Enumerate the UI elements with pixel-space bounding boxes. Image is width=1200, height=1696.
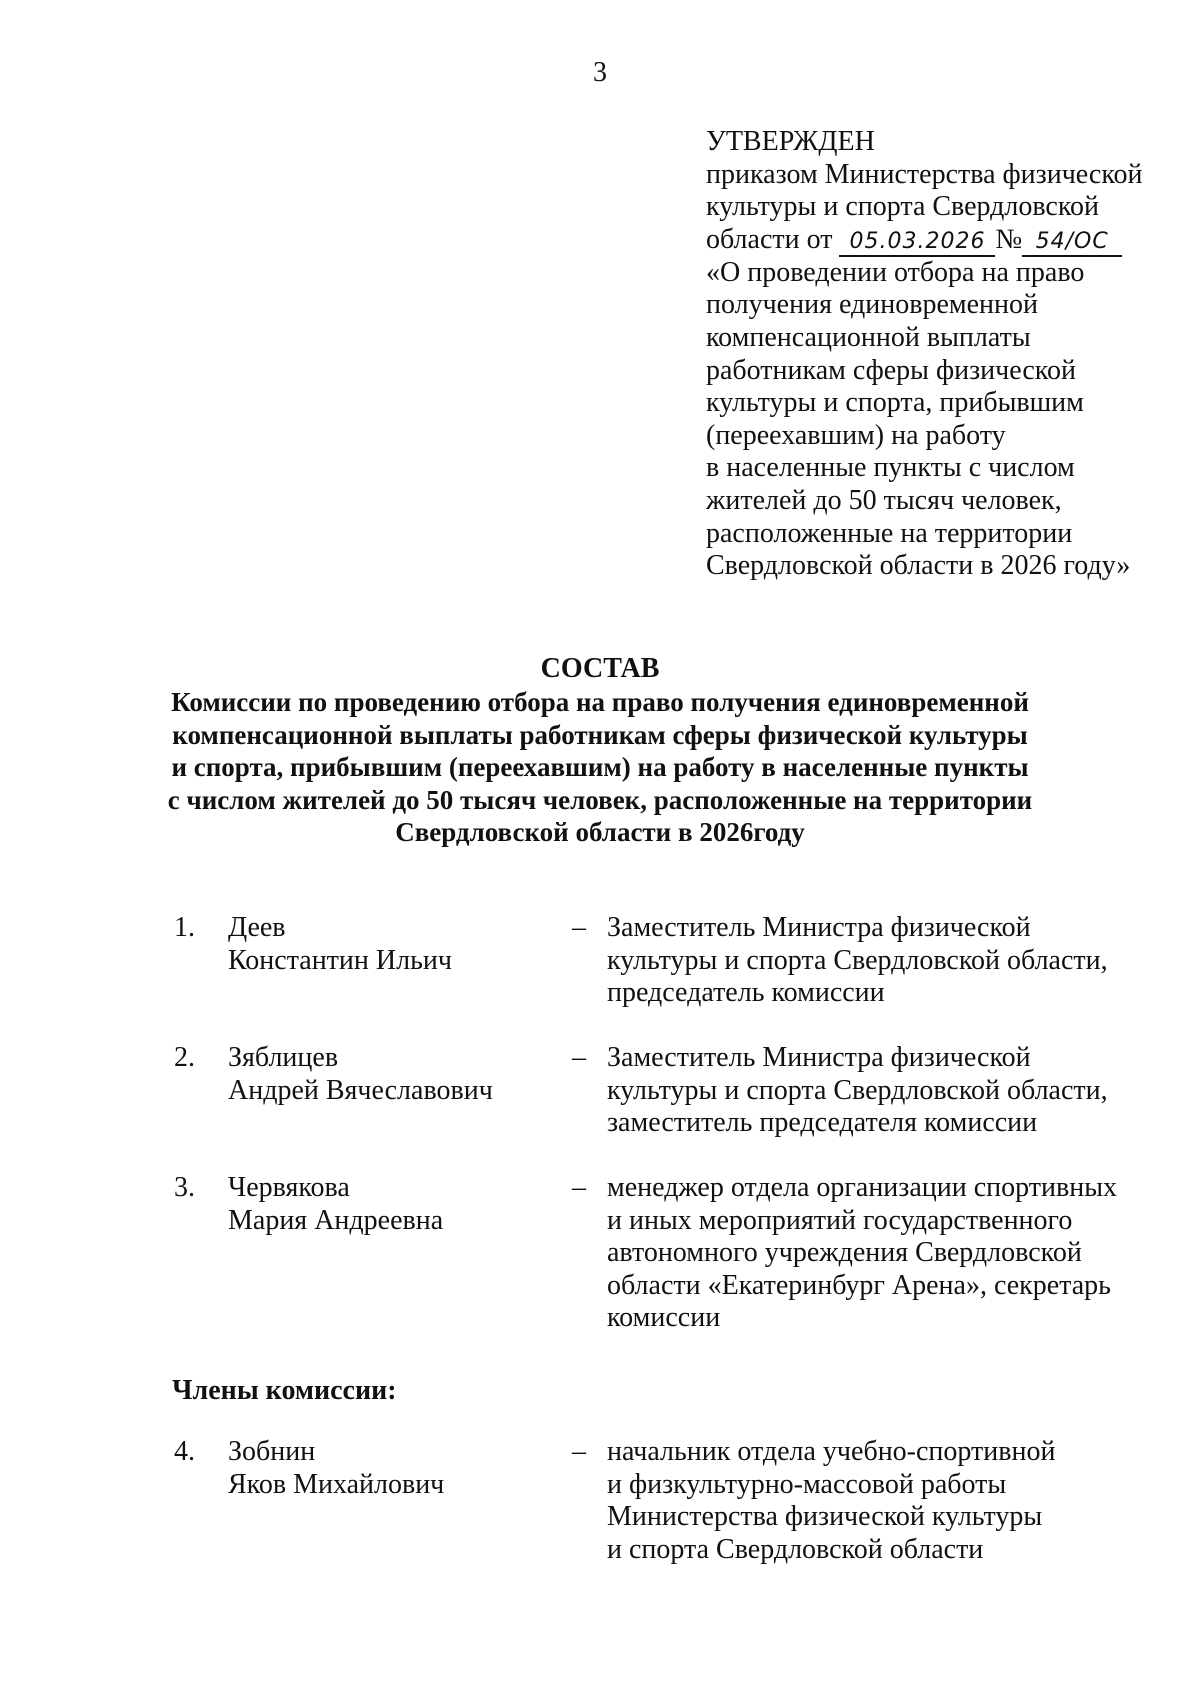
member-surname: Червякова	[228, 1172, 350, 1203]
page-number: 3	[593, 57, 607, 88]
document-subtitle	[160, 686, 1040, 849]
member-given-names: Константин Ильич	[228, 944, 452, 976]
order-number-label: №	[995, 223, 1023, 255]
handwritten-order-number: 54/ОС	[1022, 229, 1122, 257]
subtitle-line: и спорта, прибывшим (переехавшим) на работу в населенные пункты	[171, 752, 1029, 782]
approval-line-2: культуры и спорта Свердловской	[706, 191, 1100, 223]
member-role	[607, 912, 1167, 1010]
document-title: СОСТАВ	[540, 653, 660, 684]
members-heading: Члены комиссии:	[172, 1375, 397, 1406]
role-line: председатель комиссии	[607, 977, 885, 1008]
member-role	[607, 1436, 1167, 1566]
member-dash: –	[572, 1436, 586, 1467]
member-name	[228, 1436, 558, 1501]
member-surname: Зобнин	[228, 1436, 316, 1467]
order-title-line: компенсационной выплаты	[706, 321, 1031, 353]
member-number: 2.	[174, 1042, 195, 1073]
role-line: и спорта Свердловской области	[607, 1533, 984, 1565]
member-given-names: Яков Михайлович	[228, 1468, 445, 1500]
order-title-line: расположенные на территории	[706, 517, 1073, 549]
member-name	[228, 912, 558, 977]
role-line: комиссии	[607, 1302, 721, 1333]
subtitle-line: компенсационной выплаты работникам сферы физической культуры	[172, 719, 1028, 750]
approval-block	[706, 126, 1176, 583]
role-line: культуры и спорта Свердловской области,	[607, 1074, 1108, 1106]
role-line: менеджер отдела организации спортивных	[607, 1172, 1118, 1203]
order-title-line: культуры и спорта, прибывшим	[706, 387, 1084, 419]
role-line: Министерства физической культуры	[607, 1501, 1043, 1532]
order-title-line: жителей до 50 тысяч человек,	[706, 484, 1062, 516]
member-given-names: Мария Андреевна	[228, 1204, 444, 1236]
subtitle-line: Комиссии по проведению отбора на право получения единовременной	[171, 687, 1029, 717]
order-title-line: Свердловской области в 2026 году»	[706, 550, 1131, 582]
role-line: области «Екатеринбург Арена», секретарь	[607, 1269, 1111, 1301]
member-number: 4.	[174, 1436, 195, 1467]
approval-line-1: приказом Министерства физической	[706, 158, 1143, 190]
member-surname: Деев	[228, 912, 286, 943]
order-title-line: получения единовременной	[706, 289, 1038, 321]
handwritten-date: 05.03.2026	[839, 229, 995, 257]
role-line: автономного учреждения Свердловской	[607, 1237, 1082, 1268]
member-role	[607, 1172, 1167, 1335]
role-line: Заместитель Министра физической	[607, 1042, 1031, 1073]
approval-heading: УТВЕРЖДЕН	[706, 126, 875, 157]
order-title-line: «О проведении отбора на право	[706, 256, 1085, 288]
order-title-line: в населенные пункты с числом	[706, 452, 1075, 484]
member-dash: –	[572, 1042, 586, 1073]
role-line: и иных мероприятий государственного	[607, 1204, 1073, 1236]
order-title-line: (переехавшим) на работу	[706, 419, 1006, 451]
member-surname: Зяблицев	[228, 1042, 339, 1073]
member-given-names: Андрей Вячеславович	[228, 1074, 493, 1106]
role-line: Заместитель Министра физической	[607, 912, 1031, 943]
approval-line-3	[706, 224, 1176, 257]
role-line: культуры и спорта Свердловской области,	[607, 944, 1108, 976]
member-dash: –	[572, 1172, 586, 1203]
member-number: 1.	[174, 912, 195, 943]
role-line: начальник отдела учебно-спортивной	[607, 1436, 1056, 1467]
role-line: заместитель председателя комиссии	[607, 1107, 1038, 1138]
member-name	[228, 1042, 558, 1107]
member-role	[607, 1042, 1167, 1140]
subtitle-line: Свердловской области в 2026году	[395, 817, 805, 847]
order-title-line: работникам сферы физической	[706, 354, 1076, 386]
role-line: и физкультурно-массовой работы	[607, 1468, 1007, 1500]
approval-date-prefix: области от	[706, 223, 840, 255]
member-number: 3.	[174, 1172, 195, 1203]
member-dash: –	[572, 912, 586, 943]
subtitle-line: с числом жителей до 50 тысяч человек, расположенные на территории	[167, 784, 1033, 815]
member-name	[228, 1172, 558, 1237]
